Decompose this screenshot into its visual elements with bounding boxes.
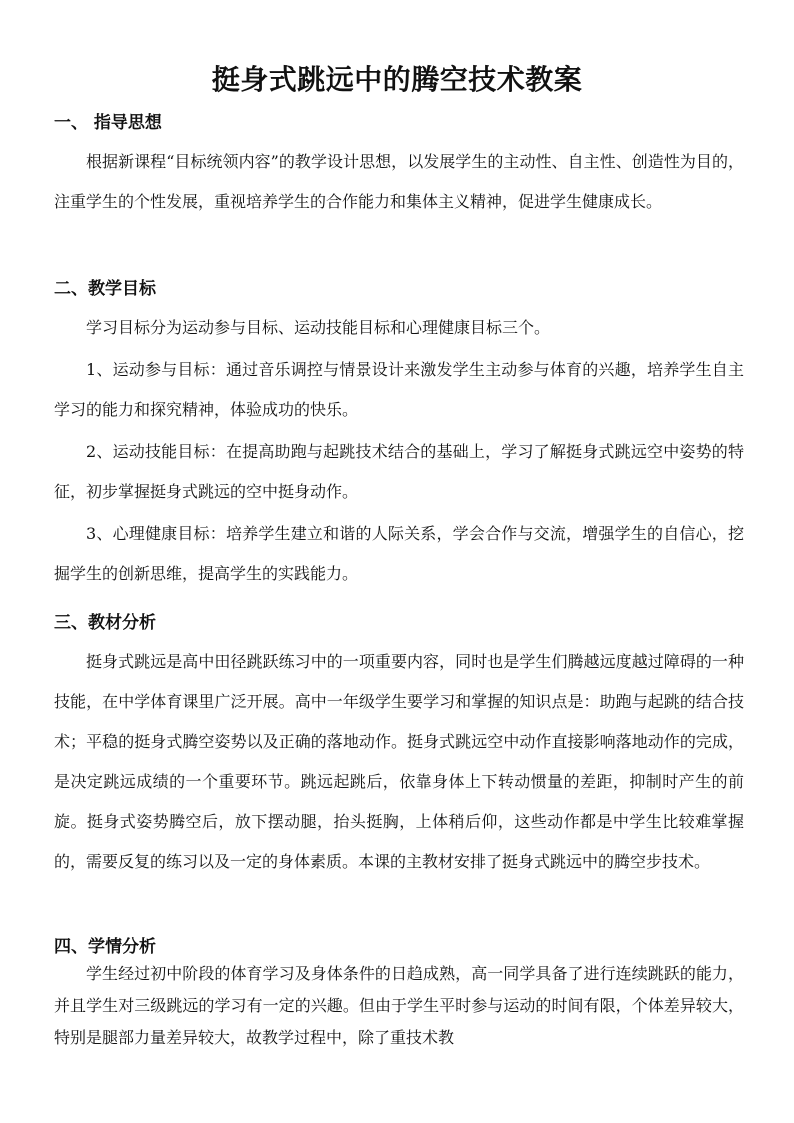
section-heading-learner-analysis: 四、学情分析 (54, 937, 156, 957)
paragraph-material-analysis: 挺身式跳远是高中田径跳跃练习中的一项重要内容，同时也是学生们腾越远度越过障碍的一种技能，在中学体育课里广泛开展。高中一年级学生要学习和掌握的知识点是：助跑与起跳的结合技术；平稳的挺身式腾空姿势以及正确的落地动作。挺身式跳远空中动作直接影响落地动作的完成，是决定跳远成绩的一个重要环节。跳远起跳后，依靠身体上下转动惯量的差距，抑制时产生的前旋。挺身式姿势腾空后，放下摆动腿，抬头挺胸，上体稍后仰，这些动作都是中学生比较难掌握的，需要反复的练习以及一定的身体素质。本课的主教材安排了挺身式跳远中的腾空步技术。 (54, 652, 744, 871)
paragraph-goal-mental-health: 3、心理健康目标：培养学生建立和谐的人际关系，学会合作与交流，增强学生的自信心，挖掘学生的创新思维，提高学生的实践能力。 (54, 524, 744, 583)
section-heading-teaching-goals: 二、教学目标 (54, 279, 156, 299)
paragraph-learner-analysis: 学生经过初中阶段的体育学习及身体条件的日趋成熟，高一同学具备了进行连续跳跃的能力，并且学生对三级跳远的学习有一定的兴趣。但由于学生平时参与运动的时间有限，个体差异较大，特别是腿部力量差异较大，故教学过程中，除了重技术教 (54, 964, 744, 1047)
section-heading-guiding-idea: 一、 指导思想 (54, 113, 162, 133)
paragraph-goal-participation: 1、运动参与目标：通过音乐调控与情景设计来激发学生主动参与体育的兴趣，培养学生自主学习的能力和探究精神，体验成功的快乐。 (54, 360, 744, 419)
document-title: 挺身式跳远中的腾空技术教案 (211, 63, 583, 96)
section-heading-material-analysis: 三、教材分析 (54, 613, 156, 633)
paragraph-goals-intro: 学习目标分为运动参与目标、运动技能目标和心理健康目标三个。 (86, 318, 551, 337)
paragraph-goal-skill: 2、运动技能目标：在提高助跑与起跳技术结合的基础上，学习了解挺身式跳远空中姿势的特征，初步掌握挺身式跳远的空中挺身动作。 (54, 442, 744, 501)
paragraph-guiding-idea: 根据新课程“目标统领内容”的教学设计思想，以发展学生的主动性、自主性、创造性为目的，注重学生的个性发展，重视培养学生的合作能力和集体主义精神，促进学生健康成长。 (54, 152, 744, 211)
